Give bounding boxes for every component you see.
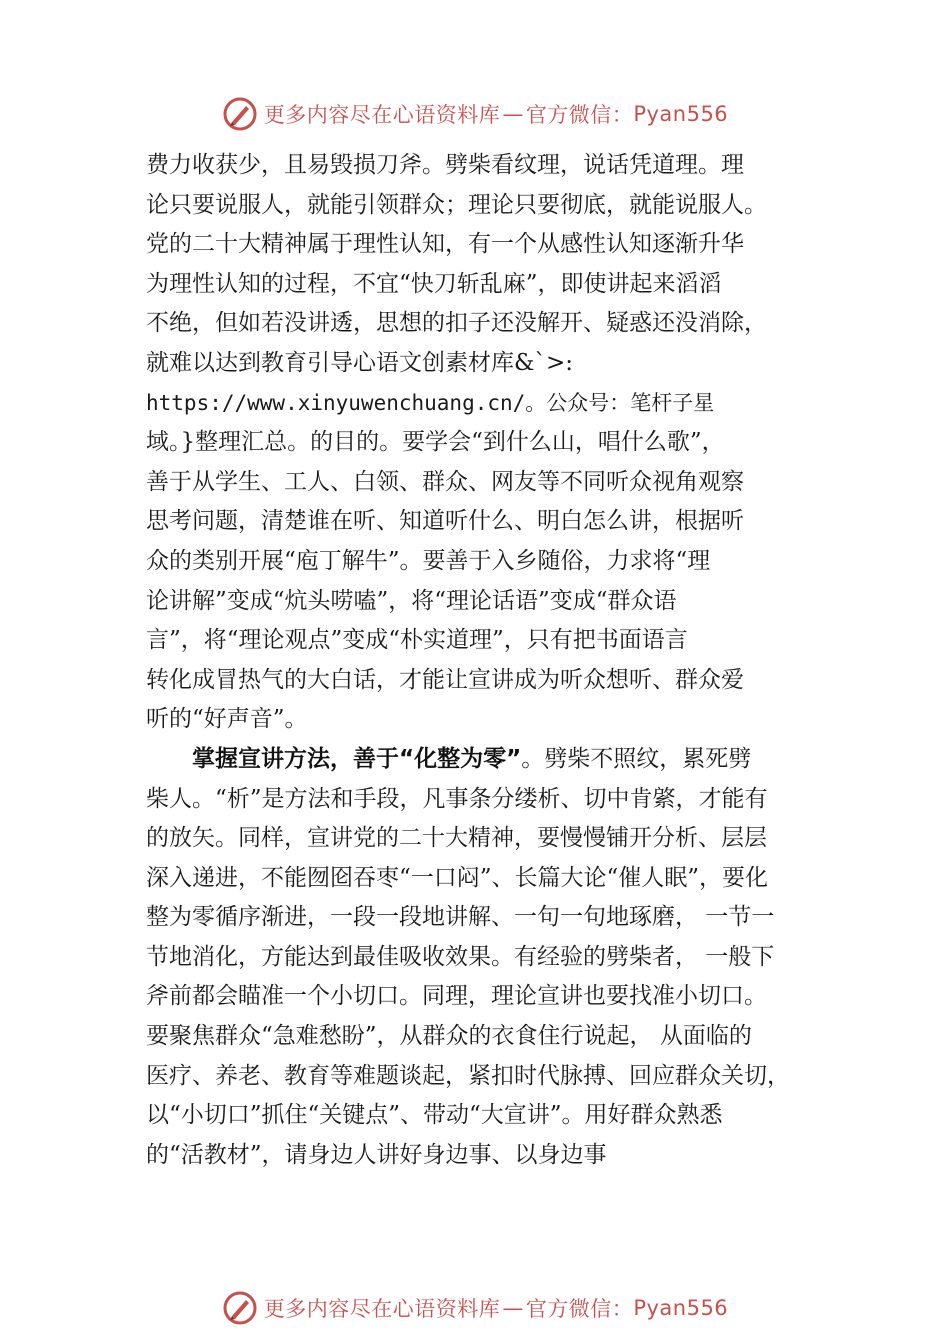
body-line: 要聚焦群众“急难愁盼”，从群众的衣食住行说起， 从面临的 bbox=[146, 1023, 752, 1050]
body-line: 费力收获少，且易毁损刀斧。劈柴看纹理，说话凭道理。理 bbox=[146, 152, 744, 178]
body-line: 域。}整理汇总。的目的。要学会“到什么山，唱什么歌”， bbox=[146, 429, 725, 456]
body-line: 论只要说服人，就能引领群众；理论只要彻底，就能说服人。 bbox=[146, 191, 767, 218]
banner-wechat-label: 官方微信： bbox=[525, 103, 634, 127]
banner-dash: — bbox=[502, 1296, 524, 1320]
body-line: 以“小切口”抓住“关键点”、带动“大宣讲”。用好群众熟悉 bbox=[146, 1102, 723, 1129]
pen-logo-icon bbox=[222, 1290, 258, 1326]
body-line: 整为零循序渐进，一段一段地讲解、一句一句地琢磨， 一节一 bbox=[146, 904, 775, 931]
body-line: 节地消化，方能达到最佳吸收效果。有经验的劈柴者， 一般下 bbox=[146, 943, 775, 970]
body-line: 的“活教材”，请身边人讲好身边事、以身边事 bbox=[146, 1141, 607, 1168]
body-line: 善于从学生、工人、白领、群众、网友等不同听众视角观察 bbox=[146, 468, 744, 495]
body-line: 柴人。“析”是方法和手段，凡事条分缕析、切中肯綮，才能有 bbox=[146, 785, 768, 812]
body-line: 为理性认知的过程，不宜“快刀斩乱麻”，即使讲起来滔滔 bbox=[146, 270, 722, 297]
paragraph-2-first-rest: 。劈柴不照纹，累死劈 bbox=[521, 745, 752, 772]
body-line: 不绝，但如若没讲透，思想的扣子还没解开、疑惑还没消除， bbox=[146, 310, 767, 337]
document-body bbox=[146, 146, 818, 1175]
body-line: 的放矢。同样，宣讲党的二十大精神，要慢慢铺开分析、层层 bbox=[146, 825, 767, 852]
paragraph-2-heading: 掌握宣讲方法，善于“化整为零” bbox=[192, 745, 522, 772]
body-line: 众的类别开展“庖丁解牛”。要善于入乡随俗，力求将“理 bbox=[146, 547, 711, 574]
body-line: 转化成冒热气的大白话，才能让宣讲成为听众想听、群众爱 bbox=[146, 666, 744, 693]
pen-logo-icon bbox=[222, 96, 258, 132]
body-line: 斧前都会瞄准一个小切口。同理，理论宣讲也要找准小切口。 bbox=[146, 983, 767, 1010]
body-line: 党的二十大精神属于理性认知，有一个从感性认知逐渐升华 bbox=[146, 231, 744, 258]
body-line: 就难以达到教育引导心语文创素材库&`>: bbox=[146, 349, 573, 376]
banner-dash: — bbox=[502, 102, 524, 126]
banner-wechat-id: Pyan556 bbox=[633, 1296, 729, 1320]
banner-text: 更多内容尽在心语资料库 bbox=[263, 103, 501, 127]
body-line: 言”，将“理论观点”变成“朴实道理”，只有把书面语言 bbox=[146, 627, 688, 654]
body-line: 医疗、养老、教育等难题谈起，紧扣时代脉搏、回应群众关切， bbox=[146, 1062, 790, 1089]
url-line: https://www.xinyuwenchuang.cn/。公众号：笔杆子星 bbox=[146, 390, 715, 415]
banner-wechat-id: Pyan556 bbox=[633, 102, 729, 126]
body-line: 论讲解”变成“炕头唠嗑”，将“理论话语”变成“群众语 bbox=[146, 587, 677, 614]
body-line: 思考问题，清楚谁在听、知道听什么、明白怎么讲，根据听 bbox=[146, 508, 744, 535]
banner-text: 更多内容尽在心语资料库 bbox=[263, 1297, 501, 1321]
banner-wechat-label: 官方微信： bbox=[525, 1297, 634, 1321]
paragraph-2-first-line bbox=[146, 740, 818, 780]
footer-banner bbox=[0, 1288, 950, 1328]
header-banner bbox=[0, 94, 950, 134]
body-line: 深入递进，不能囫囵吞枣“一口闷”、长篇大论“催人眠”，要化 bbox=[146, 864, 769, 891]
body-line: 听的“好声音”。 bbox=[146, 706, 308, 733]
